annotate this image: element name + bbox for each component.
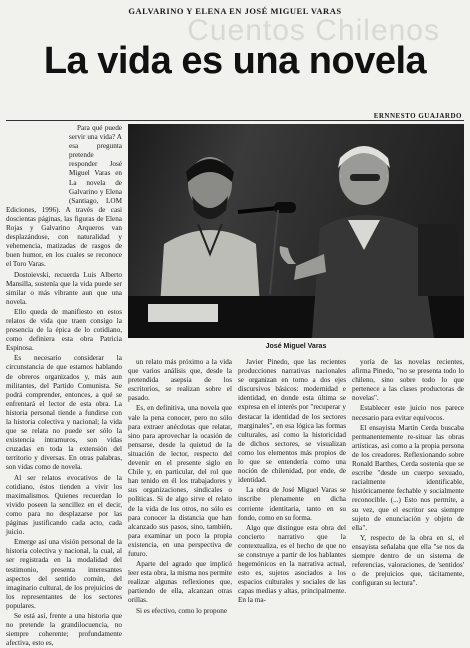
article-column-3 [238,358,346,605]
photo-illustration [128,124,464,338]
byline: ERNNESTO GUAJARDO [373,112,462,120]
paragraph: Dostoievski, recuerda Luis Alberto Mansilla, sostenía que la vida puede ser similar o más vibrante aun que una novela. [6,270,122,306]
paragraph: Javier Pinedo, que las recientes producciones narrativas nacionales se organizan en torno a dos ejes discursivos básicos: modernidad e identidad, en donde esta última se expresa en el interés por "recuperar y destacar la identidad de los sectores marginales", en esa lógica las formas culturales, así como la historicidad de dichos sectores, se visualizan como los elementos más propios de lo que se entendería como una noción de chilenidad, por ende, de identidad. [238,358,346,485]
paragraph: El ensayista Martín Cerda buscaba permanentemente re-situar las obras artísticas, así como a la propia persona de los creadores. Reflexionando sobre Ronald Barthes, Cerda sostenía que se escribe "desde un cuerpo sexuado, racialmente identificable, históricamente fechable y socialmente reconocible. (...) Esto nos permite, a su vez, que el escritor sea siempre sujeto de enunciación y objeto de ella". [352,423,464,532]
faded-initial-block [6,124,66,196]
divider-rule [6,120,464,121]
author-photo [128,124,464,338]
paragraph: yoría de las novelas recientes, afirma Pinedo, "no se presenta todo lo chileno, sino sobre todo lo que pertenece a las clases productoras de novelas". [352,358,464,403]
paragraph: Algo que distingue esta obra del concierto narrativo que la contextualiza, es el hecho de que no se construye a partir de los hablantes hegemónicos en la narrativa actual, esto es, sujetos asociados a los espacios culturales y sociales de las capas medias y altas, principalmente. En la ma- [238,523,346,605]
paragraph: Aparte del agrado que implicó leer esta obra, la misma nos permite realizar algunas reflexiones que, partiendo de ella, alcanzan otras orillas. [128,560,232,605]
kicker: GALVARINO Y ELENA EN JOSÉ MIGUEL VARAS [128,6,342,16]
paragraph: Ello queda de manifiesto en estos relatos de vida que traen consigo la presencia de la épica de lo cotidiano, como definiera esta obra Patricia Espinosa. [6,307,122,353]
paragraph: Es necesario considerar la circunstancia de que estamos hablando de obreros organizados y, más aun militantes, del Partido Comunista. Se podrá comprender, entonces, a qué se enfrentará el lector de esta obra. La historia personal tiende a fundirse con la historia colectiva y nacional; la vida que se relata no puede ser sólo la existencia intramuros, son vidas cruzadas en toda la extensión del territorio y diversas. En otras palabras, son vidas como de novela. [6,354,122,472]
paragraph: Se está así, frente a una historia que no pretende la grandilocuencia, no siempre coherente; profundamente afectiva, esto es, [6,611,122,648]
photo-caption: José Miguel Varas [265,343,327,350]
paragraph: Para qué puede servir una vida? A esa pregunta pretende responder José Miguel Varas en La novela de Galvarino y Elena (Santiago, LOM Ediciones, 1996). A través de casi doscientas páginas, las figuras de Elena Rojas y Galvarino Arqueros van desplazándose, con naturalidad y vehemencia, matizadas de rasgos de buen humor, en los cuales se reconoce el Toro Varas. [6,124,122,269]
headline: La vida es una novela [43,40,427,82]
ghost-headline-text: Cuentos Chilenos [187,14,440,47]
paragraph: un relato más próximo a la vida que varios análisis que, desde la pretendida asepsia de los escritorios, se realizan sobre el pasado. [128,358,232,403]
article-column-1 [6,124,122,648]
paragraph: Al ser relatos evocativos de la cotidiano, éstos tienden a vivir los maximalismos. Quienes recuerdan lo vivido poseen la sencillez en el decir, como para no desplazarse por las páginas justificando cada acto, cada juicio. [6,473,122,537]
article-column-2 [128,358,232,615]
paragraph: Establecer este juicio nos parece necesario para evitar equívocos. [352,404,464,422]
paragraph: Emerge así una visión personal de la historia colectiva y nacional, la cual, al ser registrada en la modalidad del testimonio, presenta interesantes aspectos del sentido común, del imaginario cultural, de los prejuicios de los representantes de los sectores populares. [6,538,122,610]
paragraph: La obra de José Miguel Varas se inscribe plenamente en dicha corriente identitaria, tanto en su fondo, como en su forma. [238,486,346,522]
paragraph: Es, en definitiva, una novela que vale la pena conocer, pero no sólo para extraer anécdotas que relatar, sino para aprovechar la ocasión de pensarse, desde la quietud de la situación de lector, respecto del devenir en el presente siglo en Chile y, en particular, del rol que han tenido en él los trabajadores y sus organizaciones, sindicales o políticas. Si de algo sirve el relato de la vida de los otros, no sólo es para conocer la distancia que han alcanzado sus pasos, sino, también, para examinar un poco la propia existencia, en una perspectiva de futuro. [128,404,232,558]
article-column-4 [352,358,464,598]
paragraph: Si es efectivo, como lo propone [136,606,228,615]
paragraph: Y, respecto de la obra en sí, el ensayista señalaba que ella "se nos da siempre dentro de un sistema de referencias, valoraciones, de 'sentidos' o de prejuicios que, tácitamente, configuran su lectura". [352,533,464,588]
